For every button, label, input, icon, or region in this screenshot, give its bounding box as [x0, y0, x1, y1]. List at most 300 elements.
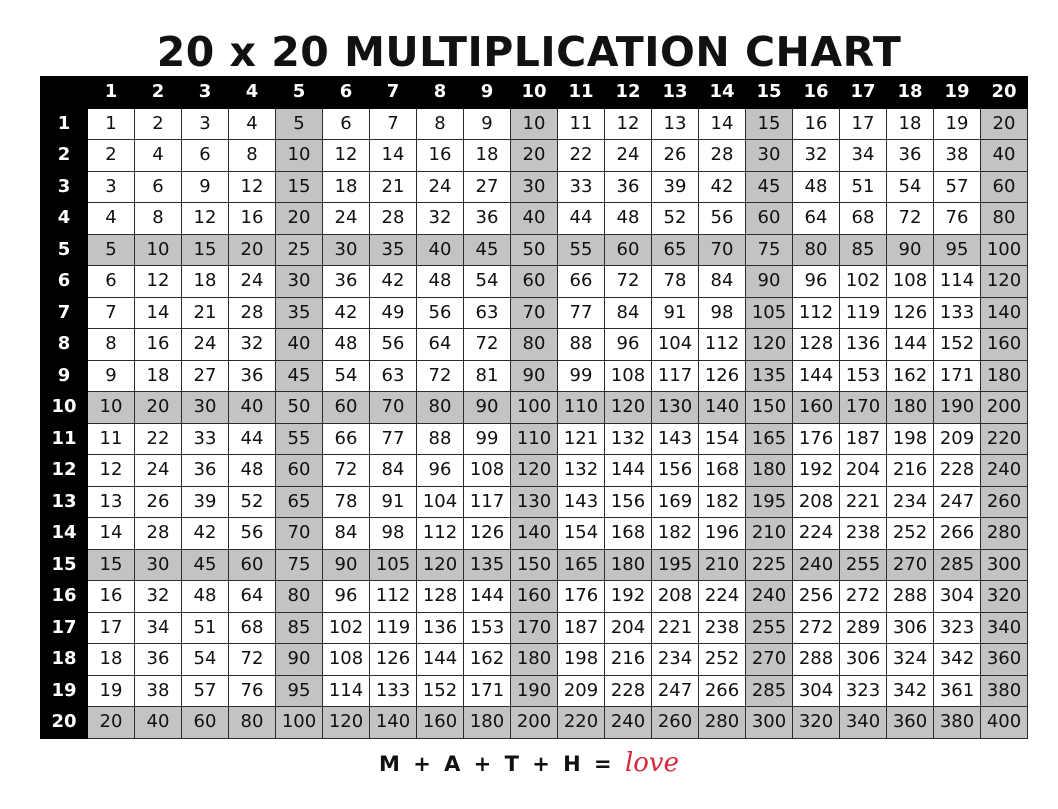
product-cell: 9: [464, 108, 511, 140]
product-cell: 88: [417, 423, 464, 455]
product-cell: 54: [323, 360, 370, 392]
product-cell: 64: [229, 581, 276, 613]
product-cell: 98: [699, 297, 746, 329]
product-cell: 133: [370, 675, 417, 707]
product-cell: 108: [605, 360, 652, 392]
product-cell: 168: [605, 518, 652, 550]
product-cell: 63: [464, 297, 511, 329]
corner-cell: [41, 77, 88, 109]
product-cell: 324: [887, 644, 934, 676]
product-cell: 75: [746, 234, 793, 266]
product-cell: 30: [182, 392, 229, 424]
multiplication-table: [40, 76, 1028, 739]
column-header-4: 4: [229, 77, 276, 109]
product-cell: 13: [88, 486, 135, 518]
product-cell: 65: [652, 234, 699, 266]
product-cell: 342: [887, 675, 934, 707]
row-header-19: 19: [41, 675, 88, 707]
product-cell: 64: [417, 329, 464, 361]
product-cell: 76: [229, 675, 276, 707]
product-cell: 144: [464, 581, 511, 613]
product-cell: 13: [652, 108, 699, 140]
row-header-8: 8: [41, 329, 88, 361]
product-cell: 20: [88, 707, 135, 739]
product-cell: 153: [840, 360, 887, 392]
product-cell: 84: [605, 297, 652, 329]
product-cell: 105: [746, 297, 793, 329]
product-cell: 15: [182, 234, 229, 266]
product-cell: 135: [746, 360, 793, 392]
product-cell: 100: [276, 707, 323, 739]
product-cell: 152: [417, 675, 464, 707]
row-header-16: 16: [41, 581, 88, 613]
product-cell: 96: [417, 455, 464, 487]
product-cell: 36: [323, 266, 370, 298]
column-header-3: 3: [182, 77, 229, 109]
product-cell: 300: [981, 549, 1028, 581]
product-cell: 289: [840, 612, 887, 644]
product-cell: 36: [135, 644, 182, 676]
product-cell: 19: [88, 675, 135, 707]
table-row: [41, 108, 1028, 140]
product-cell: 18: [887, 108, 934, 140]
table-row: [41, 549, 1028, 581]
product-cell: 85: [840, 234, 887, 266]
product-cell: 119: [370, 612, 417, 644]
product-cell: 5: [88, 234, 135, 266]
product-cell: 60: [981, 171, 1028, 203]
product-cell: 192: [605, 581, 652, 613]
product-cell: 255: [840, 549, 887, 581]
product-cell: 200: [511, 707, 558, 739]
product-cell: 255: [746, 612, 793, 644]
product-cell: 40: [276, 329, 323, 361]
product-cell: 5: [276, 108, 323, 140]
product-cell: 30: [323, 234, 370, 266]
product-cell: 304: [793, 675, 840, 707]
product-cell: 33: [558, 171, 605, 203]
product-cell: 323: [840, 675, 887, 707]
product-cell: 36: [464, 203, 511, 235]
product-cell: 60: [323, 392, 370, 424]
product-cell: 252: [887, 518, 934, 550]
table-row: [41, 234, 1028, 266]
product-cell: 18: [88, 644, 135, 676]
product-cell: 120: [981, 266, 1028, 298]
product-cell: 72: [229, 644, 276, 676]
product-cell: 60: [746, 203, 793, 235]
product-cell: 210: [699, 549, 746, 581]
product-cell: 96: [605, 329, 652, 361]
product-cell: 112: [699, 329, 746, 361]
product-cell: 140: [511, 518, 558, 550]
product-cell: 21: [370, 171, 417, 203]
product-cell: 88: [558, 329, 605, 361]
product-cell: 40: [511, 203, 558, 235]
product-cell: 144: [417, 644, 464, 676]
column-header-17: 17: [840, 77, 887, 109]
product-cell: 14: [370, 140, 417, 172]
product-cell: 39: [652, 171, 699, 203]
product-cell: 80: [981, 203, 1028, 235]
product-cell: 104: [417, 486, 464, 518]
product-cell: 27: [182, 360, 229, 392]
product-cell: 27: [464, 171, 511, 203]
product-cell: 2: [135, 108, 182, 140]
product-cell: 240: [746, 581, 793, 613]
product-cell: 156: [605, 486, 652, 518]
product-cell: 168: [699, 455, 746, 487]
product-cell: 110: [558, 392, 605, 424]
product-cell: 156: [652, 455, 699, 487]
product-cell: 14: [135, 297, 182, 329]
product-cell: 220: [981, 423, 1028, 455]
product-cell: 20: [981, 108, 1028, 140]
product-cell: 114: [323, 675, 370, 707]
product-cell: 126: [370, 644, 417, 676]
product-cell: 90: [746, 266, 793, 298]
product-cell: 128: [417, 581, 464, 613]
product-cell: 68: [840, 203, 887, 235]
product-cell: 42: [323, 297, 370, 329]
product-cell: 50: [511, 234, 558, 266]
product-cell: 208: [793, 486, 840, 518]
product-cell: 45: [182, 549, 229, 581]
product-cell: 114: [934, 266, 981, 298]
column-header-row: [41, 77, 1028, 109]
product-cell: 32: [793, 140, 840, 172]
product-cell: 10: [88, 392, 135, 424]
product-cell: 80: [417, 392, 464, 424]
product-cell: 12: [323, 140, 370, 172]
product-cell: 57: [182, 675, 229, 707]
product-cell: 220: [558, 707, 605, 739]
product-cell: 6: [135, 171, 182, 203]
product-cell: 48: [793, 171, 840, 203]
product-cell: 25: [276, 234, 323, 266]
column-header-14: 14: [699, 77, 746, 109]
product-cell: 140: [981, 297, 1028, 329]
product-cell: 24: [323, 203, 370, 235]
product-cell: 260: [652, 707, 699, 739]
column-header-19: 19: [934, 77, 981, 109]
product-cell: 36: [887, 140, 934, 172]
product-cell: 160: [511, 581, 558, 613]
product-cell: 36: [229, 360, 276, 392]
product-cell: 65: [276, 486, 323, 518]
product-cell: 204: [605, 612, 652, 644]
product-cell: 54: [887, 171, 934, 203]
product-cell: 20: [511, 140, 558, 172]
table-row: [41, 392, 1028, 424]
table-row: [41, 203, 1028, 235]
column-header-1: 1: [88, 77, 135, 109]
product-cell: 10: [276, 140, 323, 172]
product-cell: 176: [558, 581, 605, 613]
product-cell: 44: [558, 203, 605, 235]
table-row: [41, 455, 1028, 487]
product-cell: 60: [229, 549, 276, 581]
product-cell: 1: [88, 108, 135, 140]
product-cell: 320: [981, 581, 1028, 613]
product-cell: 24: [229, 266, 276, 298]
row-header-5: 5: [41, 234, 88, 266]
product-cell: 80: [793, 234, 840, 266]
product-cell: 10: [135, 234, 182, 266]
row-header-3: 3: [41, 171, 88, 203]
product-cell: 48: [417, 266, 464, 298]
product-cell: 40: [417, 234, 464, 266]
column-header-15: 15: [746, 77, 793, 109]
row-header-10: 10: [41, 392, 88, 424]
product-cell: 256: [793, 581, 840, 613]
product-cell: 72: [887, 203, 934, 235]
product-cell: 132: [558, 455, 605, 487]
table-row: [41, 171, 1028, 203]
column-header-11: 11: [558, 77, 605, 109]
column-header-13: 13: [652, 77, 699, 109]
product-cell: 260: [981, 486, 1028, 518]
product-cell: 80: [276, 581, 323, 613]
product-cell: 126: [464, 518, 511, 550]
product-cell: 169: [652, 486, 699, 518]
product-cell: 70: [699, 234, 746, 266]
product-cell: 323: [934, 612, 981, 644]
product-cell: 120: [605, 392, 652, 424]
column-header-6: 6: [323, 77, 370, 109]
product-cell: 7: [88, 297, 135, 329]
product-cell: 48: [229, 455, 276, 487]
column-header-20: 20: [981, 77, 1028, 109]
product-cell: 49: [370, 297, 417, 329]
product-cell: 54: [464, 266, 511, 298]
product-cell: 6: [88, 266, 135, 298]
product-cell: 40: [135, 707, 182, 739]
product-cell: 12: [182, 203, 229, 235]
product-cell: 42: [370, 266, 417, 298]
column-header-8: 8: [417, 77, 464, 109]
product-cell: 64: [793, 203, 840, 235]
product-cell: 45: [746, 171, 793, 203]
product-cell: 272: [840, 581, 887, 613]
product-cell: 133: [934, 297, 981, 329]
product-cell: 28: [699, 140, 746, 172]
product-cell: 195: [746, 486, 793, 518]
product-cell: 180: [746, 455, 793, 487]
product-cell: 100: [981, 234, 1028, 266]
product-cell: 32: [417, 203, 464, 235]
product-cell: 144: [605, 455, 652, 487]
product-cell: 99: [464, 423, 511, 455]
product-cell: 33: [182, 423, 229, 455]
product-cell: 200: [981, 392, 1028, 424]
product-cell: 105: [370, 549, 417, 581]
product-cell: 198: [558, 644, 605, 676]
product-cell: 234: [887, 486, 934, 518]
product-cell: 17: [88, 612, 135, 644]
product-cell: 42: [699, 171, 746, 203]
product-cell: 16: [229, 203, 276, 235]
product-cell: 132: [605, 423, 652, 455]
product-cell: 80: [229, 707, 276, 739]
product-cell: 306: [887, 612, 934, 644]
product-cell: 77: [370, 423, 417, 455]
product-cell: 144: [887, 329, 934, 361]
product-cell: 17: [840, 108, 887, 140]
product-cell: 91: [370, 486, 417, 518]
table-row: [41, 675, 1028, 707]
product-cell: 40: [981, 140, 1028, 172]
product-cell: 361: [934, 675, 981, 707]
product-cell: 91: [652, 297, 699, 329]
product-cell: 72: [417, 360, 464, 392]
product-cell: 152: [934, 329, 981, 361]
product-cell: 56: [417, 297, 464, 329]
product-cell: 99: [558, 360, 605, 392]
product-cell: 77: [558, 297, 605, 329]
product-cell: 306: [840, 644, 887, 676]
product-cell: 96: [793, 266, 840, 298]
product-cell: 270: [887, 549, 934, 581]
product-cell: 30: [511, 171, 558, 203]
product-cell: 54: [182, 644, 229, 676]
product-cell: 66: [323, 423, 370, 455]
product-cell: 84: [323, 518, 370, 550]
product-cell: 4: [135, 140, 182, 172]
product-cell: 150: [511, 549, 558, 581]
product-cell: 4: [229, 108, 276, 140]
product-cell: 8: [229, 140, 276, 172]
table-row: [41, 486, 1028, 518]
row-header-9: 9: [41, 360, 88, 392]
product-cell: 216: [605, 644, 652, 676]
product-cell: 117: [464, 486, 511, 518]
row-header-11: 11: [41, 423, 88, 455]
product-cell: 270: [746, 644, 793, 676]
product-cell: 38: [135, 675, 182, 707]
product-cell: 72: [464, 329, 511, 361]
product-cell: 150: [746, 392, 793, 424]
product-cell: 63: [370, 360, 417, 392]
product-cell: 9: [182, 171, 229, 203]
product-cell: 143: [558, 486, 605, 518]
product-cell: 247: [934, 486, 981, 518]
product-cell: 380: [981, 675, 1028, 707]
product-cell: 170: [840, 392, 887, 424]
product-cell: 154: [699, 423, 746, 455]
table-row: [41, 360, 1028, 392]
product-cell: 209: [558, 675, 605, 707]
product-cell: 18: [135, 360, 182, 392]
product-cell: 55: [558, 234, 605, 266]
product-cell: 22: [135, 423, 182, 455]
product-cell: 35: [370, 234, 417, 266]
row-header-18: 18: [41, 644, 88, 676]
product-cell: 34: [135, 612, 182, 644]
product-cell: 95: [276, 675, 323, 707]
product-cell: 90: [511, 360, 558, 392]
product-cell: 160: [793, 392, 840, 424]
product-cell: 60: [276, 455, 323, 487]
product-cell: 126: [887, 297, 934, 329]
table-row: [41, 644, 1028, 676]
product-cell: 360: [887, 707, 934, 739]
column-header-2: 2: [135, 77, 182, 109]
product-cell: 119: [840, 297, 887, 329]
product-cell: 84: [370, 455, 417, 487]
product-cell: 21: [182, 297, 229, 329]
product-cell: 90: [323, 549, 370, 581]
product-cell: 70: [370, 392, 417, 424]
product-cell: 80: [511, 329, 558, 361]
row-header-12: 12: [41, 455, 88, 487]
product-cell: 6: [323, 108, 370, 140]
product-cell: 85: [276, 612, 323, 644]
product-cell: 34: [840, 140, 887, 172]
product-cell: 16: [135, 329, 182, 361]
product-cell: 280: [981, 518, 1028, 550]
table-row: [41, 612, 1028, 644]
product-cell: 52: [229, 486, 276, 518]
product-cell: 144: [793, 360, 840, 392]
product-cell: 15: [276, 171, 323, 203]
product-cell: 44: [229, 423, 276, 455]
product-cell: 160: [981, 329, 1028, 361]
product-cell: 171: [464, 675, 511, 707]
product-cell: 108: [464, 455, 511, 487]
product-cell: 190: [934, 392, 981, 424]
product-cell: 100: [511, 392, 558, 424]
row-header-20: 20: [41, 707, 88, 739]
product-cell: 224: [699, 581, 746, 613]
product-cell: 39: [182, 486, 229, 518]
product-cell: 70: [276, 518, 323, 550]
product-cell: 11: [558, 108, 605, 140]
footer-slogan: [0, 748, 1058, 779]
product-cell: 247: [652, 675, 699, 707]
product-cell: 240: [605, 707, 652, 739]
product-cell: 12: [88, 455, 135, 487]
table-row: [41, 707, 1028, 739]
product-cell: 112: [370, 581, 417, 613]
product-cell: 20: [135, 392, 182, 424]
product-cell: 24: [417, 171, 464, 203]
product-cell: 180: [605, 549, 652, 581]
product-cell: 66: [558, 266, 605, 298]
table-row: [41, 581, 1028, 613]
product-cell: 117: [652, 360, 699, 392]
column-header-12: 12: [605, 77, 652, 109]
product-cell: 12: [229, 171, 276, 203]
product-cell: 81: [464, 360, 511, 392]
row-header-4: 4: [41, 203, 88, 235]
product-cell: 28: [229, 297, 276, 329]
product-cell: 153: [464, 612, 511, 644]
product-cell: 30: [746, 140, 793, 172]
product-cell: 182: [699, 486, 746, 518]
product-cell: 210: [746, 518, 793, 550]
product-cell: 30: [135, 549, 182, 581]
product-cell: 68: [229, 612, 276, 644]
math-equation-text: M + A + T + H =: [379, 752, 615, 776]
product-cell: 128: [793, 329, 840, 361]
product-cell: 15: [746, 108, 793, 140]
product-cell: 224: [793, 518, 840, 550]
product-cell: 60: [605, 234, 652, 266]
product-cell: 182: [652, 518, 699, 550]
product-cell: 30: [276, 266, 323, 298]
product-cell: 6: [182, 140, 229, 172]
